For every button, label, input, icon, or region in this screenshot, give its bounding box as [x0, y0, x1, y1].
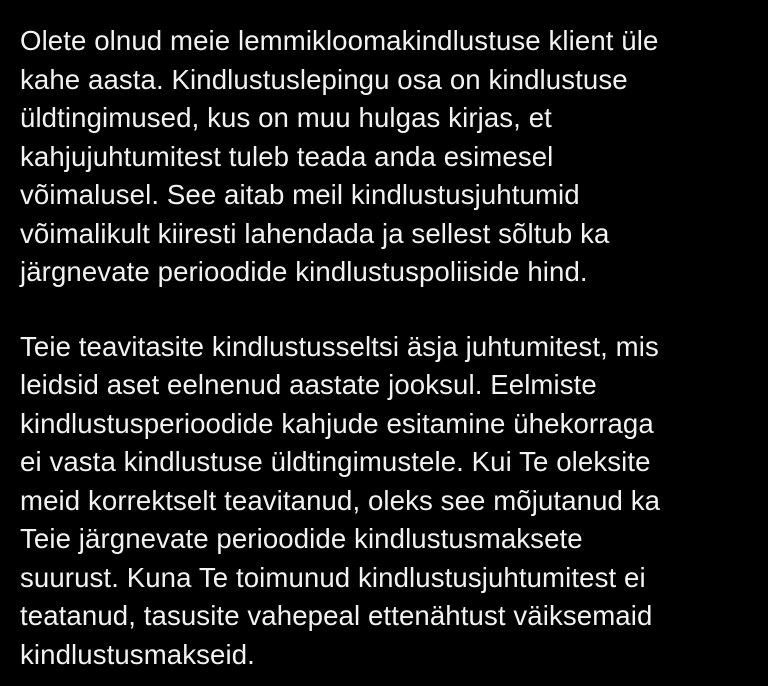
- message-line: meid korrektselt teavitanud, oleks see mõjutanud ka: [20, 484, 661, 516]
- message-line: kahe aasta. Kindlustuslepingu osa on kindlustuse: [20, 63, 628, 95]
- message-line: kindlustusperioodide kahjude esitamine ühekorraga: [20, 407, 654, 439]
- message-line: ei vasta kindlustuse üldtingimustele. Kui Te oleksite: [20, 446, 651, 477]
- message-line: Teie järgnevate perioodide kindlustusmaksete: [20, 523, 583, 554]
- message-paragraph-1: [20, 22, 750, 292]
- message-line: üldtingimused, kus on muu hulgas kirjas, et: [20, 102, 552, 133]
- message-line: Olete olnud meie lemmikloomakindlustuse klient üle: [20, 25, 659, 56]
- message-line: võimalusel. See aitab meil kindlustusjuhtumid: [20, 179, 580, 210]
- message-line: suurust. Kuna Te toimunud kindlustusjuhtumitest ei: [20, 561, 646, 593]
- message-line: järgnevate perioodide kindlustuspoliiside hind.: [20, 256, 588, 287]
- message-line: kahjujuhtumitest tuleb teada anda esimesel: [20, 140, 554, 172]
- message-line: leidsid aset eelnenud aastate jooksul. Eelmiste: [20, 369, 597, 400]
- message-line: kindlustusmakseid.: [20, 638, 255, 670]
- message-paragraph-2: [20, 328, 750, 675]
- message-line: Teie teavitasite kindlustusseltsi äsja juhtumitest, mis: [20, 330, 659, 362]
- message-line: võimalikult kiiresti lahendada ja sellest sõltub ka: [20, 217, 610, 249]
- message-line: teatanud, tasusite vahepeal ettenähtust väiksemaid: [20, 600, 653, 631]
